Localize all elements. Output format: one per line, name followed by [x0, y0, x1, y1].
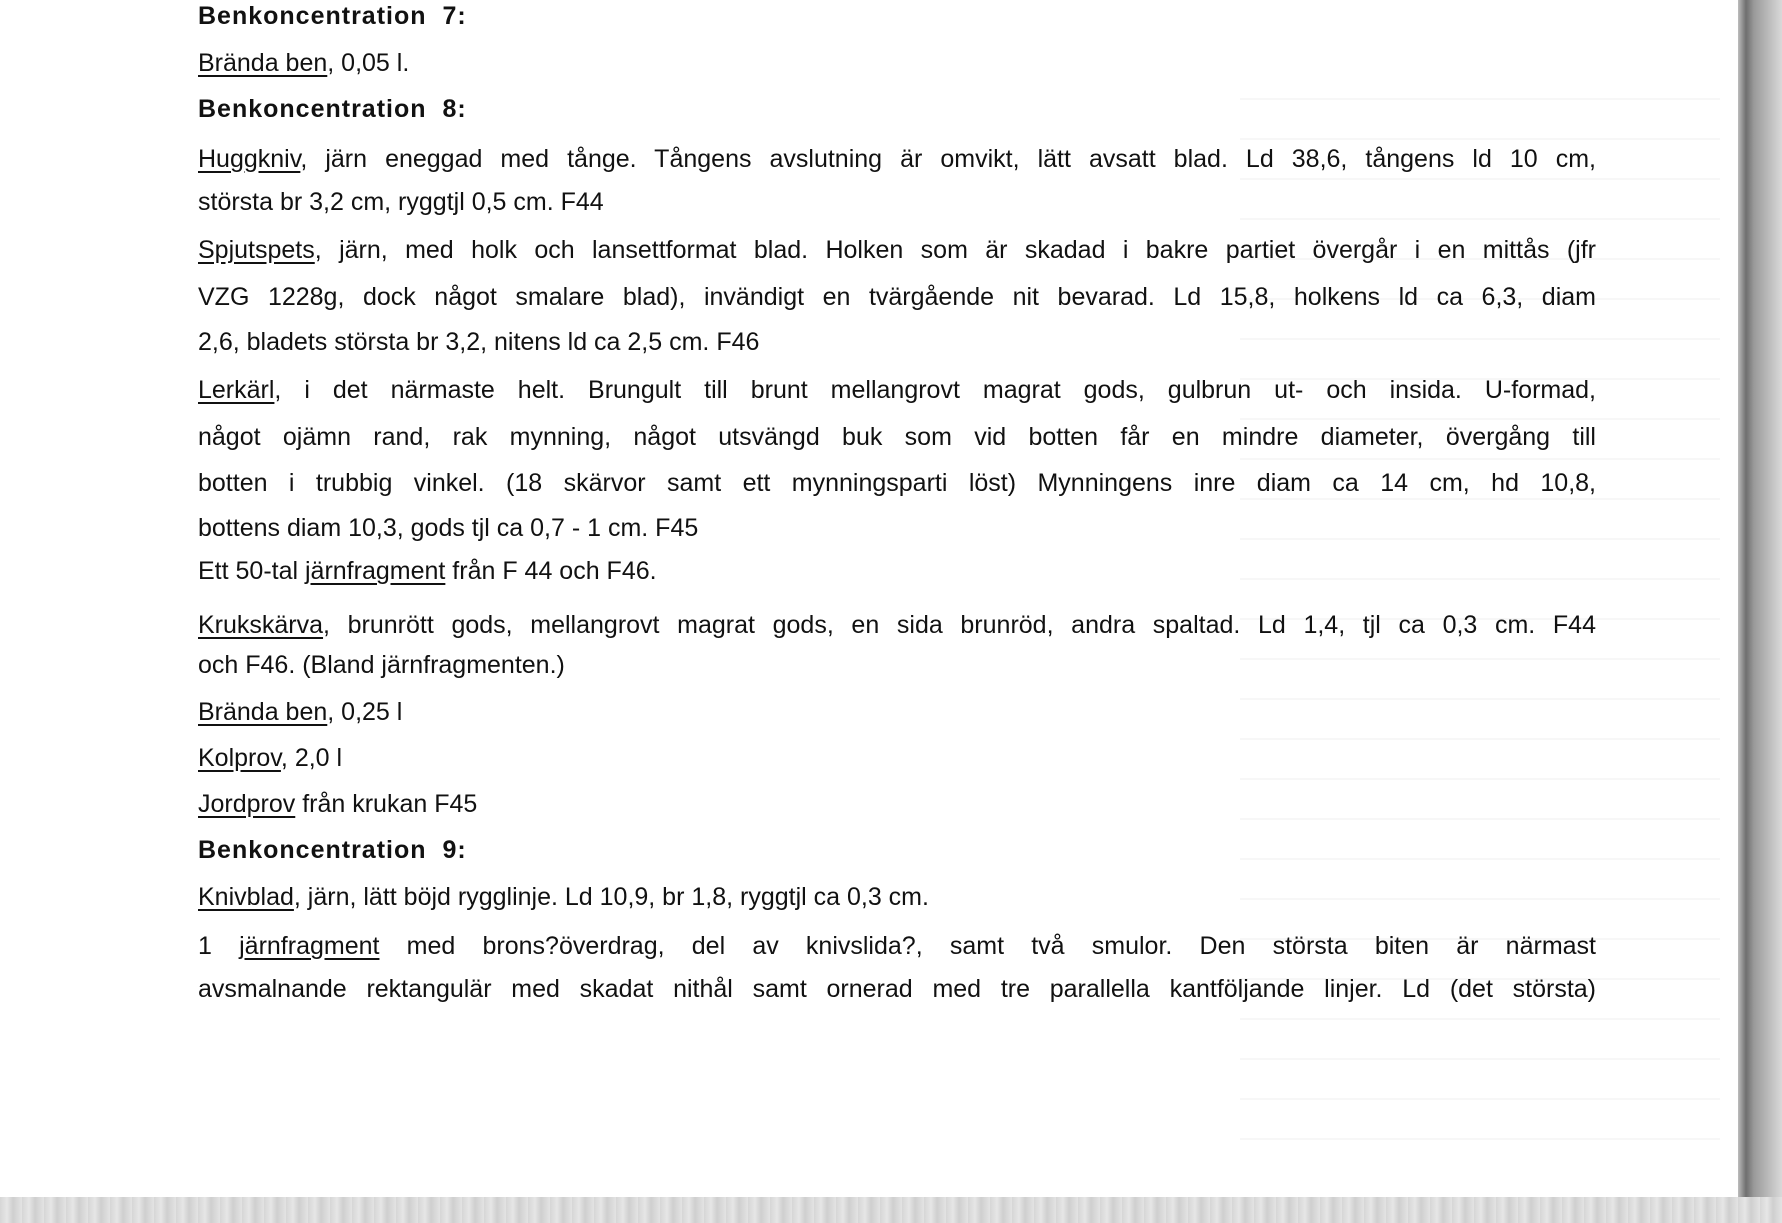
entry-spjutspets: Spjutspets, järn, med holk och lansettformat blad. Holken som är skadad i bakre partiet övergår i en mittås (jfr [198, 236, 1596, 264]
entry-krukskarva: Krukskärva, brunrött gods, mellangrovt magrat gods, en sida brunröd, andra spaltad. Ld 1,4, tjl ca 0,3 cm. F44 [198, 611, 1596, 639]
scanner-edge-bottom [0, 1197, 1782, 1223]
entry-branda-ben-1: Brända ben, 0,05 l. [198, 49, 410, 77]
entry-branda-ben-2: Brända ben, 0,25 l [198, 698, 403, 726]
entry-jordprov: Jordprov från krukan F45 [198, 790, 478, 818]
entry-jarnfragment-1: 1 järnfragment med brons?överdrag, del av knivslida?, samt två smulor. Den största biten är närmast [198, 932, 1596, 960]
heading-benkoncentration-7: Benkoncentration 7: [198, 2, 467, 30]
scanner-edge-right [1738, 0, 1782, 1223]
text-line: VZG 1228g, dock något smalare blad), invändigt en tvärgående nit bevarad. Ld 15,8, holkens ld ca 6,3, diam [198, 283, 1596, 311]
text-line: bottens diam 10,3, gods tjl ca 0,7 - 1 cm. F45 [198, 514, 699, 542]
entry-jarnfragment-50: Ett 50-tal järnfragment från F 44 och F46. [198, 557, 657, 585]
text-line: största br 3,2 cm, ryggtjl 0,5 cm. F44 [198, 188, 604, 216]
text-line: 2,6, bladets största br 3,2, nitens ld ca 2,5 cm. F46 [198, 328, 760, 356]
entry-knivblad: Knivblad, järn, lätt böjd rygglinje. Ld 10,9, br 1,8, ryggtjl ca 0,3 cm. [198, 883, 929, 911]
heading-benkoncentration-9: Benkoncentration 9: [198, 836, 467, 864]
entry-huggkniv: Huggkniv, järn eneggad med tånge. Tångens avslutning är omvikt, lätt avsatt blad. Ld 38,6, tångens ld 10 cm, [198, 145, 1596, 173]
text-line: och F46. (Bland järnfragmenten.) [198, 651, 565, 679]
heading-benkoncentration-8: Benkoncentration 8: [198, 95, 467, 123]
entry-kolprov: Kolprov, 2,0 l [198, 744, 343, 772]
text-line: botten i trubbig vinkel. (18 skärvor samt ett mynningsparti löst) Mynningens inre diam ca 14 cm, hd 10,8, [198, 469, 1596, 497]
entry-lerkarl: Lerkärl, i det närmaste helt. Brungult till brunt mellangrovt magrat gods, gulbrun ut- och insida. U-formad, [198, 376, 1596, 404]
text-line: avsmalnande rektangulär med skadat nithål samt ornerad med tre parallella kantföljande linjer. Ld (det största) [198, 975, 1596, 1003]
text-line: något ojämn rand, rak mynning, något utsvängd buk som vid botten får en mindre diameter, övergång till [198, 423, 1596, 451]
